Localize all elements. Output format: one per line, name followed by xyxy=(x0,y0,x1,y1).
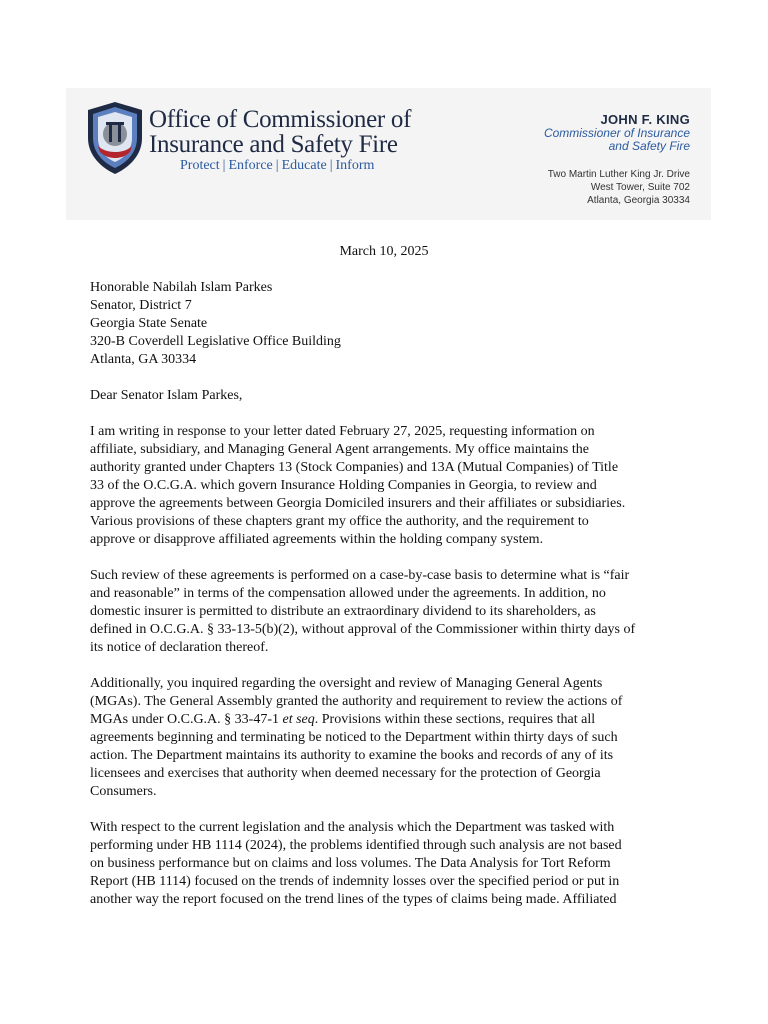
tagline-separator: | xyxy=(275,158,279,173)
address-line2: West Tower, Suite 702 xyxy=(590,182,690,193)
tagline xyxy=(180,158,374,174)
paragraph-line: MGAs under O.C.G.A. § 33-47-1 et seq. Provisions within these sections, requires that all xyxy=(90,712,596,727)
recipient-line: 320-B Coverdell Legislative Office Building xyxy=(90,334,341,349)
paragraph-line: Additionally, you inquired regarding the oversight and review of Managing General Agents xyxy=(90,676,603,691)
address-line1: Two Martin Luther King Jr. Drive xyxy=(547,169,690,180)
paragraph-line: approve or disapprove affiliated agreements within the holding company system. xyxy=(90,532,544,547)
tagline-separator: | xyxy=(222,158,226,173)
paragraph-line: affiliate, subsidiary, and Managing General Agent arrangements. My office maintains the xyxy=(90,442,589,457)
salutation: Dear Senator Islam Parkes, xyxy=(90,388,243,403)
paragraph-line: Report (HB 1114) focused on the trends of indemnity losses over the specified period or put in xyxy=(90,874,620,889)
paragraph-line: performing under HB 1114 (2024), the problems identified through such analysis are not based xyxy=(90,838,622,853)
paragraph-line: Various provisions of these chapters grant my office the authority, and the requirement to xyxy=(90,514,589,529)
paragraph-line: Consumers. xyxy=(90,784,157,799)
paragraph-line: domestic insurer is permitted to distribute an extraordinary dividend to its shareholders, as xyxy=(90,604,596,619)
paragraph-line: Such review of these agreements is performed on a case-by-case basis to determine what is “fair xyxy=(90,568,630,583)
commissioner-title-line2: and Safety Fire xyxy=(608,139,690,153)
address-line3: Atlanta, Georgia 30334 xyxy=(587,195,690,206)
office-address xyxy=(548,168,690,207)
paragraph-line: approve the agreements between Georgia Domiciled insurers and their affiliates or subsidiaries. xyxy=(90,496,626,511)
letter-body xyxy=(90,279,690,927)
paragraph-line: on business performance but on claims and loss volumes. The Data Analysis for Tort Reform xyxy=(90,856,611,871)
paragraph-line: 33 of the O.C.G.A. which govern Insurance Holding Companies in Georgia, to review and xyxy=(90,478,597,493)
tagline-protect: Protect xyxy=(180,158,220,173)
org-name-line1: Office of Commissioner of xyxy=(149,106,412,133)
organization-name xyxy=(149,107,411,157)
paragraph-2 xyxy=(90,567,690,657)
paragraph-4 xyxy=(90,819,690,909)
paragraph-line: agreements beginning and terminating be noticed to the Department within thirty days of such xyxy=(90,730,618,745)
letter-date: March 10, 2025 xyxy=(339,244,429,259)
recipient-line: Honorable Nabilah Islam Parkes xyxy=(90,280,273,295)
commissioner-name: JOHN F. KING xyxy=(600,112,690,127)
paragraph-line: action. The Department maintains its authority to examine the books and records of any of its xyxy=(90,748,614,763)
paragraph-line: licensees and exercises that authority when deemed necessary for the protection of Georgia xyxy=(90,766,601,781)
recipient-line: Senator, District 7 xyxy=(90,298,192,313)
commissioner-block xyxy=(544,112,690,153)
paragraph-line: defined in O.C.G.A. § 33-13-5(b)(2), without approval of the Commissioner within thirty days of xyxy=(90,622,636,637)
paragraph-line: With respect to the current legislation and the analysis which the Department was tasked with xyxy=(90,820,615,835)
paragraph-3 xyxy=(90,675,690,801)
tagline-separator: | xyxy=(329,158,333,173)
recipient-block xyxy=(90,279,690,369)
georgia-seal-shield-icon xyxy=(84,100,146,176)
tagline-educate: Educate xyxy=(281,158,327,173)
paragraph-line: (MGAs). The General Assembly granted the authority and requirement to review the actions of xyxy=(90,694,623,709)
paragraph-line: authority granted under Chapters 13 (Stock Companies) and 13A (Mutual Companies) of Title xyxy=(90,460,619,475)
paragraph-line: its notice of declaration thereof. xyxy=(90,640,269,655)
paragraph-line: and reasonable” in terms of the compensation allowed under the agreements. In addition, no xyxy=(90,586,606,601)
tagline-inform: Inform xyxy=(335,158,375,173)
paragraph-1 xyxy=(90,423,690,549)
tagline-enforce: Enforce xyxy=(228,158,273,173)
commissioner-title-line1: Commissioner of Insurance xyxy=(543,126,690,140)
recipient-line: Atlanta, GA 30334 xyxy=(90,352,197,367)
paragraph-line: I am writing in response to your letter dated February 27, 2025, requesting information on xyxy=(90,424,595,439)
recipient-line: Georgia State Senate xyxy=(90,316,208,331)
org-name-line2: Insurance and Safety Fire xyxy=(149,131,398,158)
paragraph-line: another way the report focused on the trend lines of the types of claims being made. Affiliated xyxy=(90,892,617,907)
